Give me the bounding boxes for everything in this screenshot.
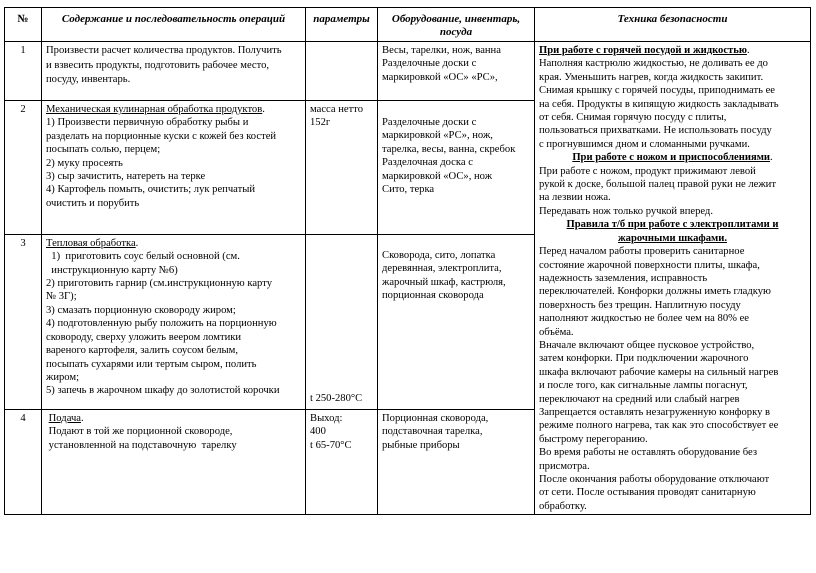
params-cell (306, 42, 378, 101)
equipment-line: порционная сковорода (382, 290, 484, 302)
row-number: 3 (5, 234, 42, 409)
table-row (5, 42, 811, 101)
operation-title: Механическая кулинарная обработка продуктов. (46, 104, 265, 116)
safety-line: наполняют жидкостью не более чем на 80% ее (539, 313, 749, 325)
equipment-line: Сито, терка (382, 184, 435, 196)
safety-line: на лезвии ножа. (539, 192, 611, 204)
header-equipment: Оборудование, инвентарь, посуда (378, 8, 535, 42)
header-num: № (5, 8, 42, 42)
operation-cell (42, 409, 306, 514)
header-content: Содержание и последовательность операций (42, 8, 306, 42)
equipment-cell (378, 409, 535, 514)
params-cell (306, 409, 378, 514)
safety-line: от сети. После остывания проводят санитарную (539, 487, 756, 499)
safety-line: Запрещается оставлять незагруженную конфорку в (539, 406, 771, 418)
safety-line: При работе с ножом, продукт прижимают левой (539, 165, 756, 177)
safety-line: надежность заземления, исправность (539, 272, 708, 284)
equipment-line: маркировкой «ОС» «РС», (382, 71, 498, 83)
operation-line: сковороду, сверху уложить веером ломтики (46, 331, 242, 343)
operation-line: 4) Картофель помыть, очистить; лук репчатый (46, 184, 256, 196)
operation-line: 2) муку просеять (46, 157, 123, 169)
safety-line: Снимая крышку с горячей посуды, приподнимать ее (539, 85, 775, 97)
param-line: 152г (310, 117, 331, 129)
header-params: параметры (306, 8, 378, 42)
safety-line: После окончания работы оборудование отключают (539, 474, 770, 485)
safety-line: Во время работы не оставлять оборудование без (539, 447, 758, 459)
safety-line: состояние жарочной поверхности плиты, шкафа, (539, 259, 760, 271)
equipment-line: маркировкой «РС», нож, (382, 130, 493, 142)
operation-line: 1) приготовить соус белый основной (см. (46, 251, 240, 263)
operation-line: 3) смазать порционную сковороду жиром; (46, 304, 236, 316)
safety-line: режиме полного нагрева, так как это способствует ее (539, 420, 779, 432)
safety-section-title: При работе с горячей посудой и жидкостью. (539, 45, 750, 56)
safety-line: Наполняя кастрюлю жидкостью, не доливать ее до (539, 58, 768, 70)
equipment-line: Сковорода, сито, лопатка (382, 249, 496, 261)
safety-line: края. Уменьшить нагрев, когда жидкость закипит. (539, 71, 764, 83)
safety-line: обработку. (539, 500, 587, 512)
safety-line: от себя. Снимая горячую посуду с плиты, (539, 112, 727, 124)
safety-cell (535, 42, 811, 515)
operation-title: Тепловая обработка. (46, 237, 139, 249)
safety-section-title: жарочными шкафами. (618, 232, 727, 244)
operation-line: 2) приготовить гарнир (см.инструкционную карту (46, 278, 272, 290)
equipment-line: Порционная сковорода, (382, 412, 489, 424)
param-line: Выход: (310, 412, 343, 424)
equipment-cell (378, 234, 535, 409)
operation-line: очистить и порубить (46, 197, 140, 209)
safety-line: переключателей. Конфорки должны иметь гладкую (539, 286, 771, 298)
row-number: 4 (5, 409, 42, 514)
safety-line: Передавать нож только ручкой вперед. (539, 205, 713, 217)
header-safety: Техника безопасности (535, 8, 811, 42)
operation-line: разделать на порционные куски с кожей без костей (46, 130, 277, 142)
safety-line: на себя. Продукты в кипящую жидкость закладывать (539, 98, 779, 110)
safety-section-title: При работе с ножом и приспособлениями. (572, 152, 773, 164)
equipment-line: деревянная, электроплита, (382, 263, 502, 275)
safety-line: поверхность без трещин. Наплитную посуду (539, 299, 741, 311)
params-cell (306, 234, 378, 409)
safety-line: объёма. (539, 326, 574, 338)
operation-line: вареного картофеля, залить соусом белым, (46, 345, 239, 357)
param-line: t 250-280°С (310, 393, 363, 405)
operation-line: инструкционную карту №6) (46, 264, 178, 276)
safety-line: с прогнувшимся дном и сломанными ручками. (539, 138, 750, 150)
technology-table (4, 7, 811, 515)
safety-line: и после того, как сигнальные лампы погаснут, (539, 380, 748, 392)
safety-section-title: Правила т/б при работе с электроплитами и (566, 219, 779, 231)
operation-line: и взвесить продукты, подготовить рабочее место, (46, 59, 270, 71)
operation-line: 3) сыр зачистить, натереть на терке (46, 171, 206, 183)
operation-line: жиром; (46, 371, 80, 383)
operation-line: посыпать солью, перцем; (46, 144, 161, 156)
operation-line: 4) подготовленную рыбу положить на порционную (46, 318, 277, 330)
param-line: масса нетто (310, 104, 364, 116)
operation-line: 5) запечь в жарочном шкафу до золотистой корочки (46, 385, 280, 397)
operation-cell (42, 234, 306, 409)
operation-line: посыпать сухарями или тертым сыром, полить (46, 358, 257, 370)
safety-line: Вначале включают общее пусковое устройство, (539, 339, 755, 351)
safety-line: быстрому перегоранию. (539, 433, 648, 445)
safety-line: присмотра. (539, 460, 590, 472)
equipment-line: Разделочная доска с (382, 157, 473, 169)
params-cell (306, 101, 378, 235)
operation-line: 1) Произвести первичную обработку рыбы и (46, 117, 249, 129)
operation-line: Произвести расчет количества продуктов. Получить (46, 45, 282, 56)
equipment-cell (378, 101, 535, 235)
operation-line: установленной на подставочную тарелку (46, 439, 237, 451)
row-number: 2 (5, 101, 42, 235)
operation-cell (42, 101, 306, 235)
equipment-line: Разделочные доски с (382, 58, 477, 70)
safety-line: шкафа включают рабочие камеры на сильный нагрев (539, 366, 779, 378)
equipment-line: рыбные приборы (382, 439, 460, 451)
safety-line: Перед началом работы проверить санитарное (539, 246, 745, 258)
param-line: 400 (310, 426, 326, 438)
header-row (5, 8, 811, 42)
equipment-line: тарелка, весы, ванна, скребок (382, 143, 516, 155)
equipment-cell (378, 42, 535, 101)
safety-line: рукой к доске, большой палец правой руки не лежит (539, 179, 776, 191)
safety-line: переключают на средний или слабый нагрев (539, 393, 740, 405)
equipment-line: маркировкой «ОС», нож (382, 170, 493, 182)
param-line: t 65-70°С (310, 439, 352, 451)
operation-title: Подача. (48, 412, 84, 424)
operation-line: Подают в той же порционной сковороде, (46, 426, 233, 438)
equipment-line: подставочная тарелка, (382, 426, 483, 438)
safety-line: затем конфорки. При подключении жарочного (539, 353, 749, 365)
operation-line: посуду, инвентарь. (46, 74, 131, 85)
operation-line: № 3Г); (46, 291, 77, 303)
equipment-line: Разделочные доски с (382, 117, 477, 129)
operation-cell (42, 42, 306, 101)
row-number: 1 (5, 42, 42, 101)
equipment-line: Весы, тарелки, нож, ванна (382, 45, 501, 56)
safety-line: пользоваться прихватками. Не использовать посуду (539, 125, 772, 137)
equipment-line: жарочный шкаф, кастрюля, (382, 276, 506, 288)
